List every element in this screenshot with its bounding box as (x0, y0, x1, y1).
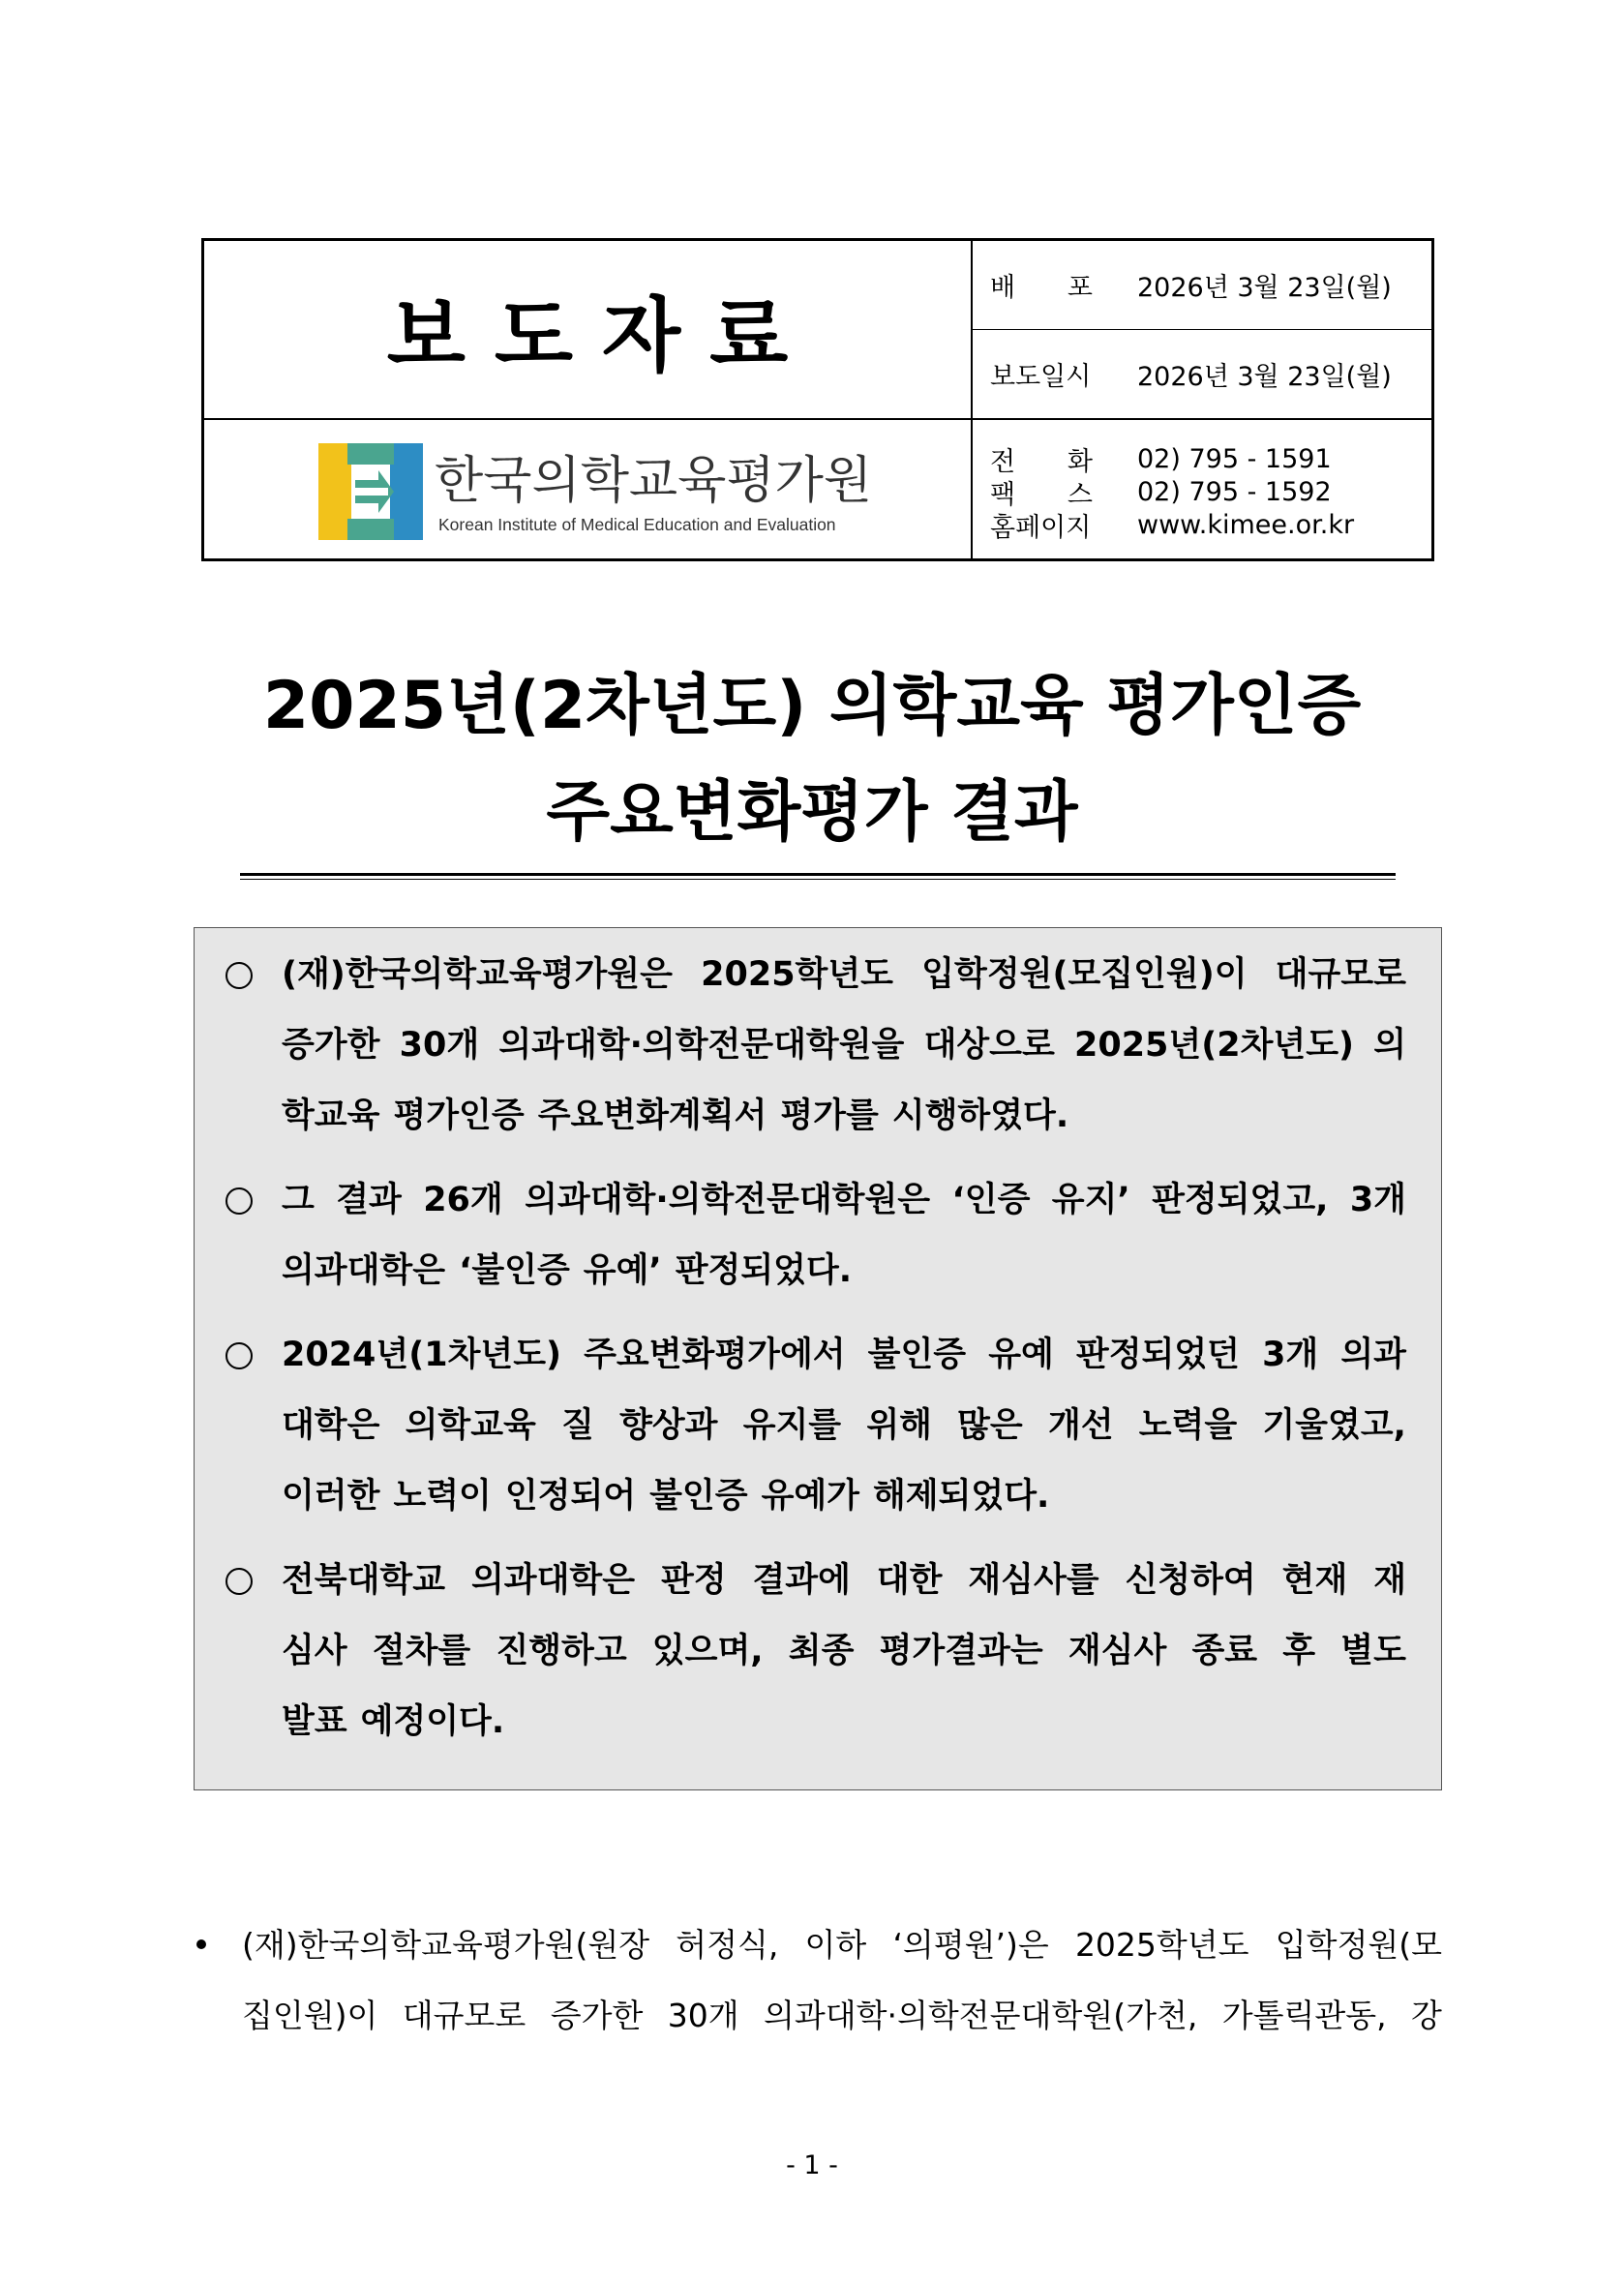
release-time-label: 보도일시 (990, 362, 1092, 392)
title-underline (240, 873, 1396, 880)
summary-item-4-line: 심사 절차를 진행하고 있으며, 최종 평가결과는 재심사 종료 후 별도 (282, 1632, 1406, 1670)
summary-item-4-line: 발표 예정이다. (282, 1702, 505, 1741)
summary-item-2-line: 의과대학은 ‘불인증 유예’ 판정되었다. (282, 1251, 853, 1290)
org-name: 한국의학교육평가원 (435, 452, 873, 510)
summary-item-3-line: 이러한 노력이 인정되어 불인증 유예가 해제되었다. (282, 1477, 1050, 1516)
release-time-date: 2026년 3월 23일(월) (1137, 362, 1392, 392)
body-line: (재)한국의학교육평가원(원장 허정식, 이하 ‘의평원’)은 2025학년도 입학정원(모 (242, 1926, 1442, 1964)
org-logo (204, 420, 971, 561)
press-release-label: 보도자료 (386, 288, 818, 383)
document-title-line-1: 2025년(2차년도) 의학교육 평가인증 (262, 668, 1362, 744)
org-name-english: Korean Institute of Medical Education and Evaluation (438, 515, 836, 534)
summary-item-1-line: 증가한 30개 의과대학·의학전문대학원을 대상으로 2025년(2차년도) 의 (282, 1026, 1406, 1065)
page-number: - 1 - (786, 2150, 838, 2180)
homepage-url[interactable]: www.kimee.or.kr (1137, 510, 1355, 540)
summary-box (194, 927, 1442, 1790)
summary-item-3-line: 대학은 의학교육 질 향상과 유지를 위해 많은 개선 노력을 기울였고, (282, 1406, 1406, 1445)
distribution-date: 2026년 3월 23일(월) (1137, 273, 1392, 303)
summary-item-3-line: 2024년(1차년도) 주요변화평가에서 불인증 유예 판정되었던 3개 의과 (282, 1336, 1406, 1374)
circle-bullet-icon (226, 1187, 253, 1215)
circle-bullet-icon (226, 962, 253, 989)
info-row-distribution (990, 266, 1392, 304)
info-row-release-time (990, 355, 1392, 393)
homepage-label: 홈페이지 (990, 513, 1092, 543)
summary-item-1-line: (재)한국의학교육평가원은 2025학년도 입학정원(모집인원)이 대규모로 (282, 955, 1406, 994)
circle-bullet-icon (226, 1568, 253, 1595)
summary-item-4-line: 전북대학교 의과대학은 판정 결과에 대한 재심사를 신청하여 현재 재 (282, 1561, 1406, 1600)
info-row-homepage (990, 506, 1354, 544)
table-divider (971, 241, 973, 558)
press-header-table (201, 238, 1434, 561)
document-title-line-2: 주요변화평가 결과 (546, 774, 1078, 851)
summary-item-1-line: 학교육 평가인증 주요변화계획서 평가를 시행하였다. (282, 1097, 1069, 1135)
phone-number: 02) 795 - 1591 (1137, 444, 1332, 474)
table-divider (971, 329, 1431, 330)
circle-bullet-icon (226, 1342, 253, 1369)
fax-label: 팩 스 (990, 480, 1093, 510)
summary-item-2-line: 그 결과 26개 의과대학·의학전문대학원은 ‘인증 유지’ 판정되었고, 3개 (282, 1181, 1406, 1219)
phone-label: 전 화 (990, 447, 1093, 477)
fax-number: 02) 795 - 1592 (1137, 477, 1332, 507)
bullet-icon (196, 1939, 206, 1949)
body-line: 집인원)이 대규모로 증가한 30개 의과대학·의학전문대학원(가천, 가톨릭관동, 강 (242, 1997, 1442, 2034)
kimee-logo-icon (318, 443, 423, 540)
distribution-label: 배 포 (990, 273, 1093, 303)
